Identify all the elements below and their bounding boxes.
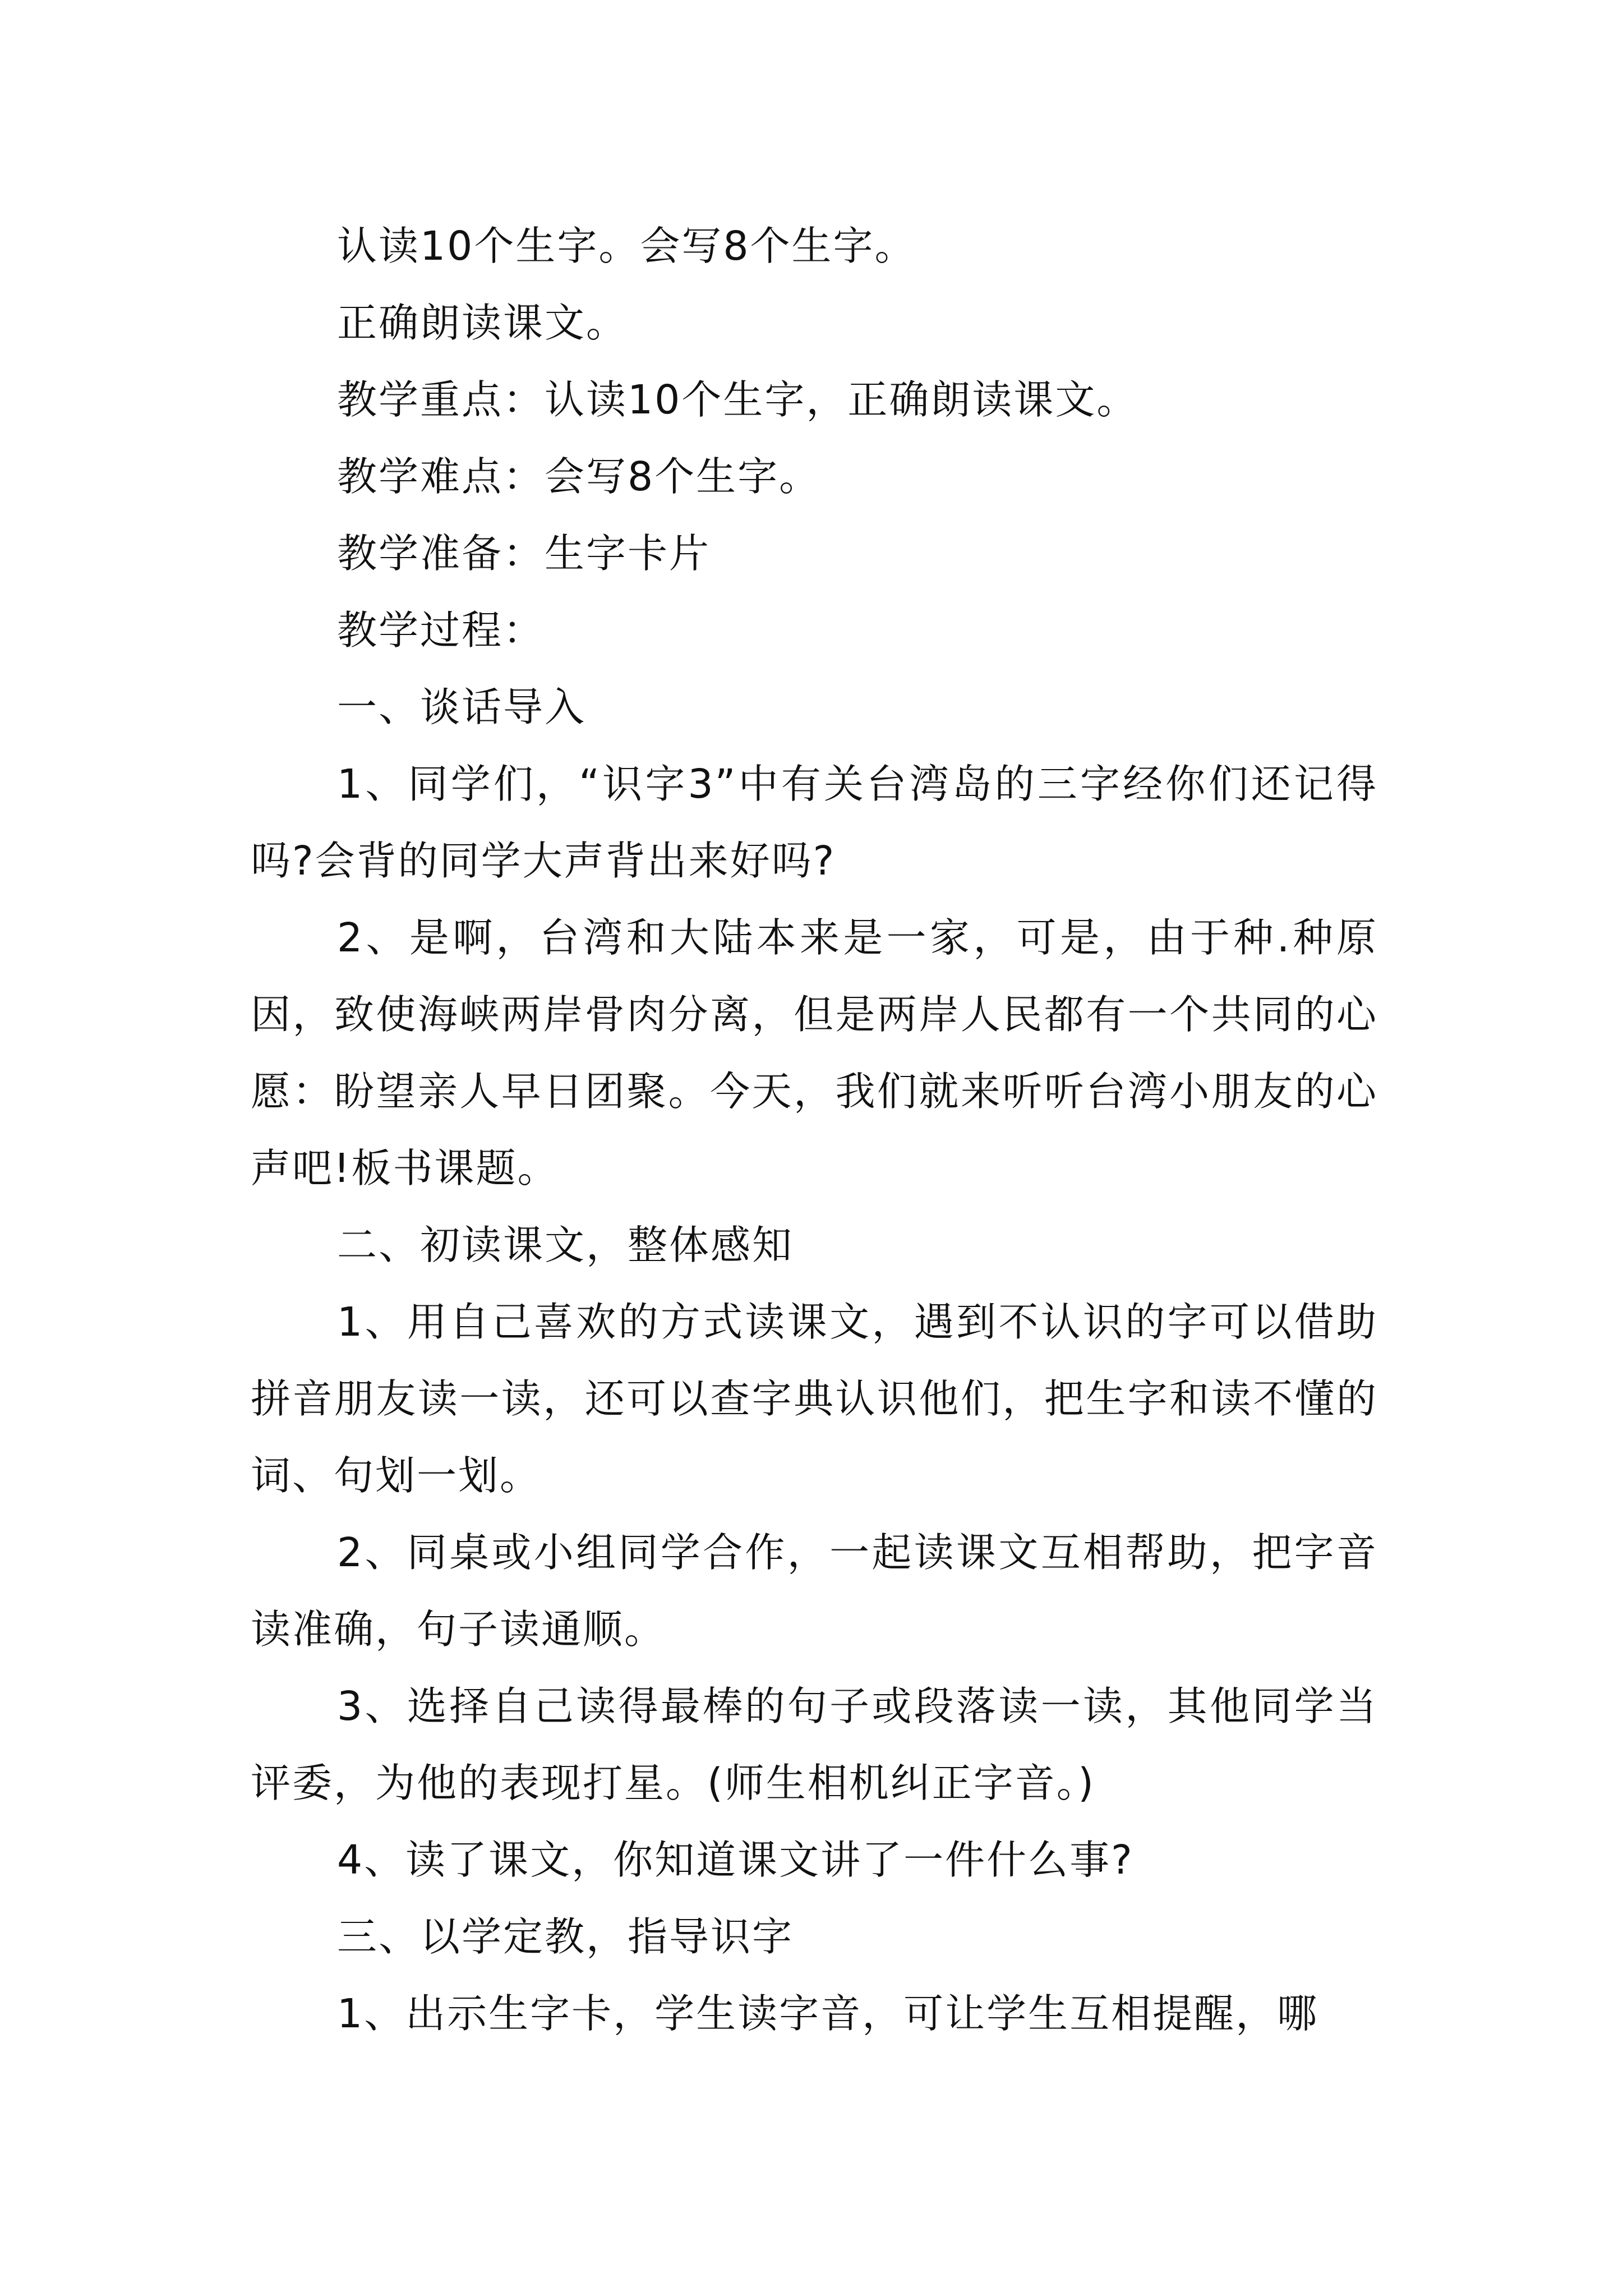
section-heading-2: 二、初读课文，整体感知 [337,1222,794,1268]
paragraph-16: 1、出示生字卡，学生读字音，可让学生互相提醒，哪 [337,1990,1319,2037]
paragraph-1: 认读10个生字。会写8个生字。 [337,223,916,269]
paragraph-6: 教学过程： [337,607,545,654]
section-heading-1: 一、谈话导入 [337,684,587,730]
paragraph-12: 2、同桌或小组同学合作，一起读课文互相帮助，把字音读准确，句子读通顺。 [251,1529,1378,1653]
paragraph-4: 教学难点：会写8个生字。 [337,453,821,500]
paragraph-11: 1、用自己喜欢的方式读课文，遇到不认识的字可以借助拼音朋友读一读，还可以查字典认识他们，把生字和读不懂的词、句划一划。 [251,1299,1378,1499]
section-heading-3: 三、以学定教，指导识字 [337,1913,794,1960]
paragraph-8: 1、同学们，“识字3”中有关台湾岛的三字经你们还记得吗?会背的同学大声背出来好吗? [251,761,1378,884]
paragraph-9: 2、是啊，台湾和大陆本来是一家，可是，由于种.种原因，致使海峡两岸骨肉分离，但是两岸人民都有一个共同的心愿：盼望亲人早日团聚。今天，我们就来听听台湾小朋友的心声吧!板书课题。 [251,914,1378,1191]
paragraph-2: 正确朗读课文。 [337,300,628,346]
paragraph-14: 4、读了课文，你知道课文讲了一件什么事? [337,1837,1134,1883]
paragraph-5: 教学准备：生字卡片 [337,530,711,577]
paragraph-13: 3、选择自己读得最棒的句子或段落读一读，其他同学当评委，为他的表现打星。(师生相机纠正字音。) [251,1683,1378,1806]
document-body [251,208,1378,2052]
paragraph-3: 教学重点：认读10个生字，正确朗读课文。 [337,376,1138,423]
